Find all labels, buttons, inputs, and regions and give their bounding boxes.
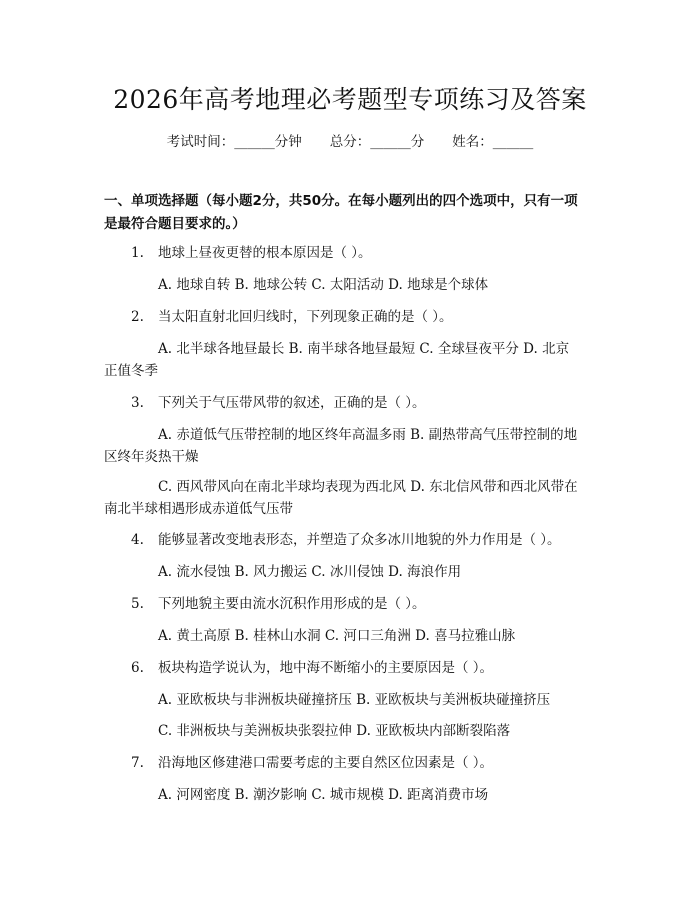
question-options: A. 赤道低气压带控制的地区终年高温多雨 B. 副热带高气压带控制的地 xyxy=(158,427,578,443)
student-name-field: 姓名：______ xyxy=(452,134,534,150)
question-text: 能够显著改变地表形态，并塑造了众多冰川地貌的外力作用是（ ）。 xyxy=(158,532,561,548)
question-options-continued: 区终年炎热干燥 xyxy=(104,449,199,465)
page-title: 2026年高考地理必考题型专项练习及答案 xyxy=(113,85,587,114)
question-options: A. 亚欧板块与非洲板块碰撞挤压 B. 亚欧板块与美洲板块碰撞挤压 xyxy=(158,692,551,708)
question-number: 4. xyxy=(131,532,144,548)
question-text: 板块构造学说认为，地中海不断缩小的主要原因是（ ）。 xyxy=(158,660,494,676)
total-score-field: 总分：______分 xyxy=(329,134,425,150)
question-options: A. 河网密度 B. 潮汐影响 C. 城市规模 D. 距离消费市场 xyxy=(158,787,489,803)
question-number: 7. xyxy=(131,755,144,771)
question-options: A. 流水侵蚀 B. 风力搬运 C. 冰川侵蚀 D. 海浪作用 xyxy=(158,564,462,580)
question-stem xyxy=(131,394,426,412)
question-stem xyxy=(131,754,493,772)
question-text: 地球上昼夜更替的根本原因是（ ）。 xyxy=(158,245,372,261)
question-options: C. 西风带风向在南北半球均表现为西北风 D. 东北信风带和西北风带在 xyxy=(158,479,578,495)
question-number: 3. xyxy=(131,395,144,411)
question-options: A. 黄土高原 B. 桂林山水洞 C. 河口三角洲 D. 喜马拉雅山脉 xyxy=(158,628,516,644)
section-heading-line2: 是最符合题目要求的。） xyxy=(104,216,246,232)
question-number: 1. xyxy=(131,245,144,261)
question-options-continued: 正值冬季 xyxy=(104,363,158,379)
question-options: A. 地球自转 B. 地球公转 C. 太阳活动 D. 地球是个球体 xyxy=(158,277,489,293)
question-text: 当太阳直射北回归线时，下列现象正确的是（ ）。 xyxy=(158,309,453,325)
question-stem xyxy=(131,595,426,613)
question-options: C. 非洲板块与美洲板块张裂拉伸 D. 亚欧板块内部断裂陷落 xyxy=(158,723,511,739)
exam-time-field: 考试时间：______分钟 xyxy=(166,134,302,150)
question-number: 6. xyxy=(131,660,144,676)
question-stem xyxy=(131,531,561,549)
question-stem xyxy=(131,659,493,677)
question-number: 5. xyxy=(131,596,144,612)
question-options: A. 北半球各地昼最长 B. 南半球各地昼最短 C. 全球昼夜平分 D. 北京 xyxy=(158,341,570,357)
question-text: 下列关于气压带风带的叙述，正确的是（ ）。 xyxy=(158,395,426,411)
section-heading-line1: 一、单项选择题（每小题2分，共50分。在每小题列出的四个选项中，只有一项 xyxy=(104,193,578,209)
question-text: 下列地貌主要由流水沉积作用形成的是（ ）。 xyxy=(158,596,426,612)
question-stem xyxy=(131,244,372,262)
question-number: 2. xyxy=(131,309,144,325)
question-options-continued: 南北半球相遇形成赤道低气压带 xyxy=(104,501,293,517)
question-stem xyxy=(131,308,453,326)
question-text: 沿海地区修建港口需要考虑的主要自然区位因素是（ ）。 xyxy=(158,755,494,771)
exam-meta xyxy=(0,130,700,150)
section-heading xyxy=(104,190,604,236)
